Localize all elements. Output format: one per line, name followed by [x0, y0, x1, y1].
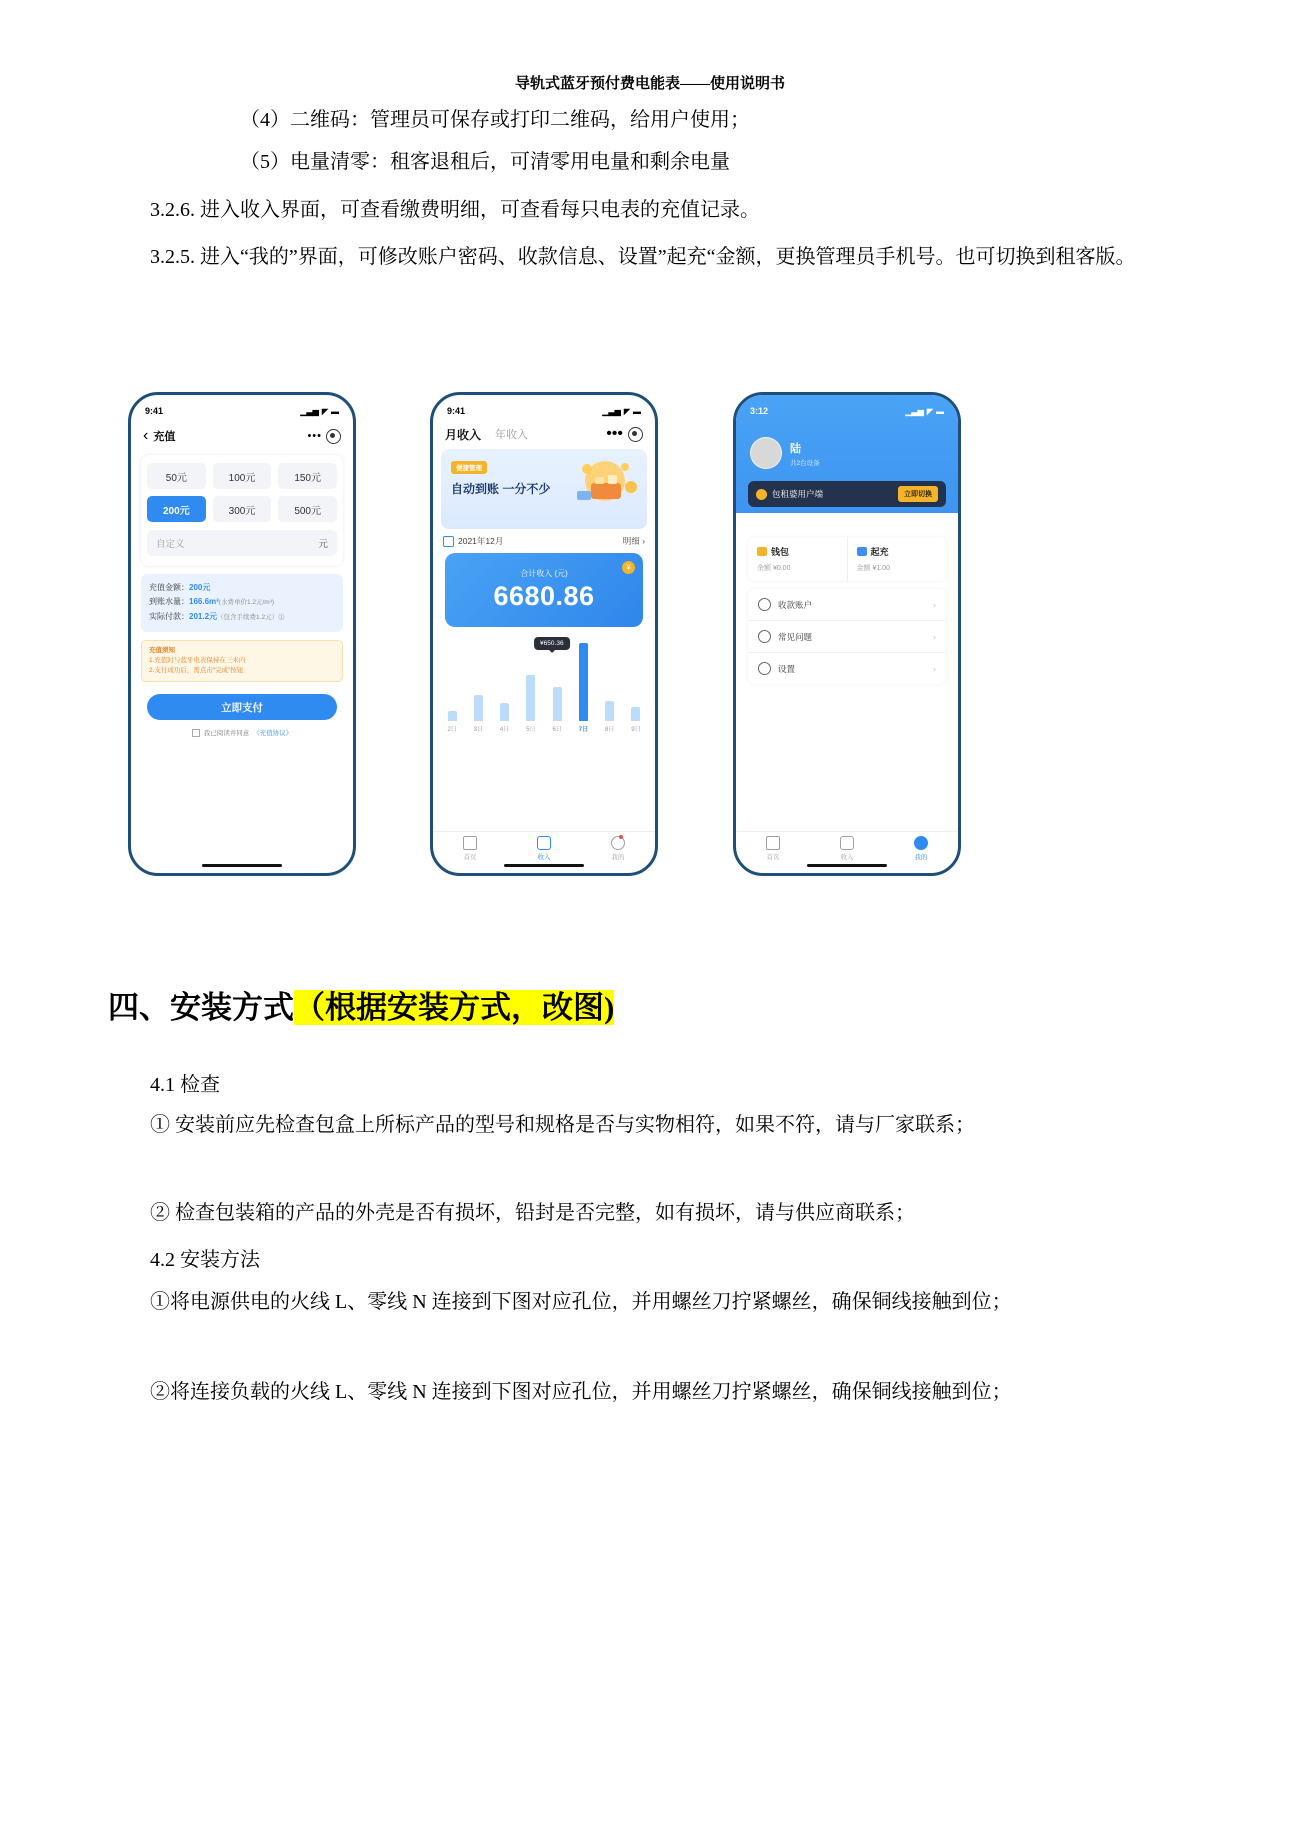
chevron-right-icon: › [933, 599, 936, 610]
x-label-0: 2日 [447, 727, 457, 733]
amount-option-500[interactable]: 500元 [278, 496, 337, 522]
phone-screenshots-group [128, 392, 1178, 872]
home-indicator [504, 864, 584, 867]
tab-home[interactable] [766, 836, 780, 861]
nav-bar [131, 421, 353, 449]
wallet-card-title-row [757, 545, 838, 558]
status-bar [131, 395, 353, 421]
paragraph-3-2-5: 3.2.5. 进入“我的”界面，可修改账户密码、收款信息、设置”起充“金额，更换管理员手机号。也可切换到租客版。 [150, 246, 1136, 268]
min-recharge-card[interactable] [847, 537, 947, 581]
rocket-icon [857, 547, 867, 556]
tab-home-label: 首页 [766, 854, 780, 861]
switch-now-button[interactable]: 立即切换 [898, 486, 938, 502]
section-heading-plain: 四、安装方式 [108, 990, 294, 1025]
paragraph-4: （4）二维码：管理员可保存或打印二维码，给用户使用； [240, 109, 750, 131]
avatar[interactable] [750, 437, 782, 469]
month-label-group[interactable] [443, 535, 503, 547]
paragraph-4-2: 4.2 安装方法 [150, 1249, 260, 1271]
paragraph-5: （5）电量清零：租客退租后，可清零用电量和剩余电量 [240, 151, 730, 173]
custom-amount-placeholder: 自定义 [156, 539, 185, 550]
page-title: 充值 [153, 431, 176, 443]
paragraph-4-1-item-1: ① 安装前应先检查包盒上所标产品的型号和规格是否与实物相符，如果不符，请与厂家联系； [150, 1114, 975, 1136]
pay-now-button[interactable]: 立即支付 [147, 694, 337, 720]
tab-mine[interactable] [611, 836, 625, 861]
wallet-card[interactable] [748, 537, 847, 581]
status-time: 3:12 [750, 406, 769, 416]
detail-amount-label: 充值金额： [149, 583, 189, 592]
recharge-notice-card [141, 640, 343, 682]
user-badge-icon [756, 489, 767, 500]
section-heading [108, 982, 614, 1027]
wifi-icon: ◤ [623, 406, 630, 416]
bar-col-8[interactable] [603, 641, 617, 721]
signal-icon: ▁▃▅ [602, 406, 621, 416]
bar-col-5[interactable] [524, 641, 538, 721]
phone-mockup-recharge [128, 392, 356, 876]
tab-year-income[interactable]: 年收入 [495, 429, 529, 441]
currency-badge-icon: ¥ [622, 561, 635, 574]
custom-amount-unit: 元 [318, 539, 328, 550]
bar-col-3[interactable] [471, 641, 485, 721]
x-label-1: 3日 [473, 727, 483, 733]
tab-mine-label: 我的 [611, 854, 625, 861]
paragraph-4-2-item-1: ①将电源供电的火线 L、零线 N 连接到下图对应孔位，并用螺丝刀拧紧螺丝，确保铜线接触到位； [150, 1291, 1012, 1313]
calendar-icon [443, 536, 454, 547]
amount-option-300[interactable]: 300元 [213, 496, 272, 522]
promo-banner[interactable] [441, 449, 647, 529]
list-item-label: 常见问题 [778, 631, 813, 642]
amount-option-200[interactable]: 200元 [147, 496, 206, 522]
status-icons [602, 407, 641, 416]
detail-pay-note: （包含手续费1.2元）⓵ [217, 614, 285, 621]
close-icon[interactable] [326, 429, 341, 444]
chart-x-labels [445, 724, 643, 733]
wallet-card-balance: 余额 ¥0.00 [757, 565, 791, 572]
x-label-6: 8日 [605, 727, 615, 733]
question-icon [758, 630, 771, 643]
bar-col-4[interactable] [498, 641, 512, 721]
income-icon [537, 836, 551, 850]
status-bar [433, 395, 655, 421]
profile-header [736, 395, 958, 513]
amount-option-50[interactable]: 50元 [147, 463, 206, 489]
detail-row-amount [149, 581, 335, 595]
amount-selection-card [141, 455, 343, 566]
banner-tag: 便捷管理 [451, 461, 487, 474]
user-icon [611, 836, 625, 850]
home-indicator [807, 864, 887, 867]
battery-icon: ▬ [331, 406, 339, 416]
signal-icon: ▁▃▅ [905, 406, 924, 416]
income-bar-chart [445, 641, 643, 741]
notice-line-2: 2.支付成功后，需点击“完成”按钮 [149, 667, 244, 674]
banner-illustration-icon [565, 451, 643, 509]
income-icon [840, 836, 854, 850]
phone-mockup-mine [733, 392, 961, 876]
user-profile-row[interactable] [736, 421, 958, 469]
user-device-count: 共2台设备 [790, 459, 820, 467]
close-icon[interactable] [628, 427, 643, 442]
wallet-card-title: 钱包 [771, 547, 790, 557]
total-income-value: 6680.86 [493, 581, 595, 611]
income-tabs [433, 421, 655, 447]
tab-month-income[interactable]: 月收入 [445, 427, 482, 442]
user-name: 陆 [790, 442, 801, 455]
month-label: 2021年12月 [458, 536, 504, 546]
more-icon[interactable]: ••• [307, 430, 322, 442]
detail-row-pay [149, 610, 335, 625]
bottom-tab-bar [736, 831, 958, 861]
chart-tooltip: ¥650.36 [534, 637, 570, 650]
x-label-5: 7日 [578, 727, 589, 733]
page-header: 导轨式蓝牙预付费电能表——使用说明书 [514, 76, 785, 92]
x-label-4: 6日 [552, 727, 562, 733]
tab-income[interactable] [537, 836, 551, 861]
list-item-faq[interactable] [748, 620, 946, 652]
mini-program-controls[interactable] [606, 425, 643, 443]
status-icons [905, 407, 944, 416]
paragraph-4-1-item-2: ② 检查包装箱的产品的外壳是否有损坏，铅封是否完整，如有损坏，请与供应商联系； [150, 1202, 915, 1224]
agreement-link[interactable]: 《充值协议》 [253, 730, 293, 737]
min-recharge-title-row [857, 545, 938, 558]
custom-amount-input[interactable] [147, 530, 337, 556]
tab-income-label: 收入 [537, 854, 551, 861]
x-label-7: 9日 [631, 727, 641, 733]
nav-left[interactable] [143, 427, 175, 445]
tab-income-label: 收入 [840, 854, 854, 861]
battery-icon: ▬ [633, 406, 641, 416]
battery-icon: ▬ [936, 406, 944, 416]
amount-option-150[interactable]: 150元 [278, 463, 337, 489]
home-indicator [202, 864, 282, 867]
x-label-2: 4日 [499, 727, 510, 733]
min-recharge-amount: 金额 ¥1.00 [856, 565, 890, 572]
banner-title: 自动到账 一分不少 [451, 482, 551, 496]
chevron-right-icon: › [933, 663, 936, 674]
switch-client-text: 包租婆用户端 [772, 489, 824, 499]
list-item-payment-account[interactable] [748, 589, 946, 620]
wifi-icon: ◤ [321, 406, 328, 416]
phone-mockup-income [430, 392, 658, 876]
account-icon [758, 598, 771, 611]
list-item-label: 收款账户 [778, 599, 813, 610]
gear-icon [758, 662, 771, 675]
tab-mine[interactable] [914, 836, 928, 861]
amount-grid [147, 463, 337, 522]
wifi-icon: ◤ [926, 406, 933, 416]
tab-mine-label: 我的 [914, 854, 928, 861]
total-income-label: 合计收入 (元) [520, 569, 568, 578]
wallet-icon [757, 547, 767, 556]
signal-icon: ▁▃▅ [300, 406, 319, 416]
detail-row-water [149, 595, 335, 610]
detail-link[interactable]: 明细 › [622, 536, 645, 546]
list-item-label: 设置 [778, 663, 796, 674]
notice-title: 充值须知 [149, 647, 175, 654]
agreement-row[interactable] [131, 728, 353, 737]
home-icon [766, 836, 780, 850]
total-income-card [445, 553, 643, 627]
status-time: 9:41 [145, 406, 164, 416]
x-label-3: 5日 [526, 727, 536, 733]
bar-col-2[interactable] [445, 641, 459, 721]
tab-home-label: 首页 [463, 854, 477, 861]
min-recharge-title: 起充 [870, 547, 889, 557]
section-heading-highlight: （根据安装方式，改图) [294, 990, 615, 1025]
detail-water-value: 166.6m³ [189, 597, 219, 606]
amount-option-100[interactable]: 100元 [213, 463, 272, 489]
mini-program-controls[interactable] [307, 429, 341, 444]
recharge-detail-card [141, 574, 343, 632]
tab-home[interactable] [463, 836, 477, 861]
detail-amount-value: 200元 [189, 583, 211, 592]
month-selector-row[interactable] [443, 535, 645, 547]
detail-pay-label: 实际付款： [149, 612, 189, 621]
bottom-tab-bar [433, 831, 655, 861]
tab-income[interactable] [840, 836, 854, 861]
chevron-right-icon: › [933, 631, 936, 642]
detail-pay-value: 201.2元 [189, 612, 218, 621]
more-icon[interactable]: ••• [606, 425, 623, 442]
bar-col-9[interactable] [629, 641, 643, 721]
wallet-cards [748, 537, 946, 581]
user-icon [914, 836, 928, 850]
paragraph-3-2-6: 3.2.6. 进入收入界面，可查看缴费明细，可查看每只电表的充值记录。 [150, 199, 760, 221]
settings-list [748, 589, 946, 684]
paragraph-4-1: 4.1 检查 [150, 1074, 220, 1096]
bar-col-7[interactable] [576, 641, 590, 721]
back-icon[interactable]: ‹ [143, 427, 149, 444]
notice-line-1: 1.充值时与蓝牙电表保持在三米内 [149, 657, 246, 664]
user-info [790, 440, 820, 467]
status-time: 9:41 [447, 406, 466, 416]
notification-dot-icon [619, 835, 623, 839]
switch-client-card[interactable] [748, 481, 946, 507]
agreement-text: 我已阅读并同意 [203, 730, 250, 737]
detail-water-label: 到账水量： [149, 597, 189, 606]
agreement-checkbox[interactable] [192, 729, 200, 737]
status-bar [736, 395, 958, 421]
detail-water-note: (水费单价1.2元/m³) [218, 599, 275, 606]
status-icons [300, 407, 339, 416]
list-item-settings[interactable] [748, 652, 946, 684]
paragraph-4-2-item-2: ②将连接负载的火线 L、零线 N 连接到下图对应孔位，并用螺丝刀拧紧螺丝，确保铜线接触到位； [150, 1381, 1012, 1403]
chart-bars [445, 641, 643, 721]
home-icon [463, 836, 477, 850]
bar-col-6[interactable] [550, 641, 564, 721]
